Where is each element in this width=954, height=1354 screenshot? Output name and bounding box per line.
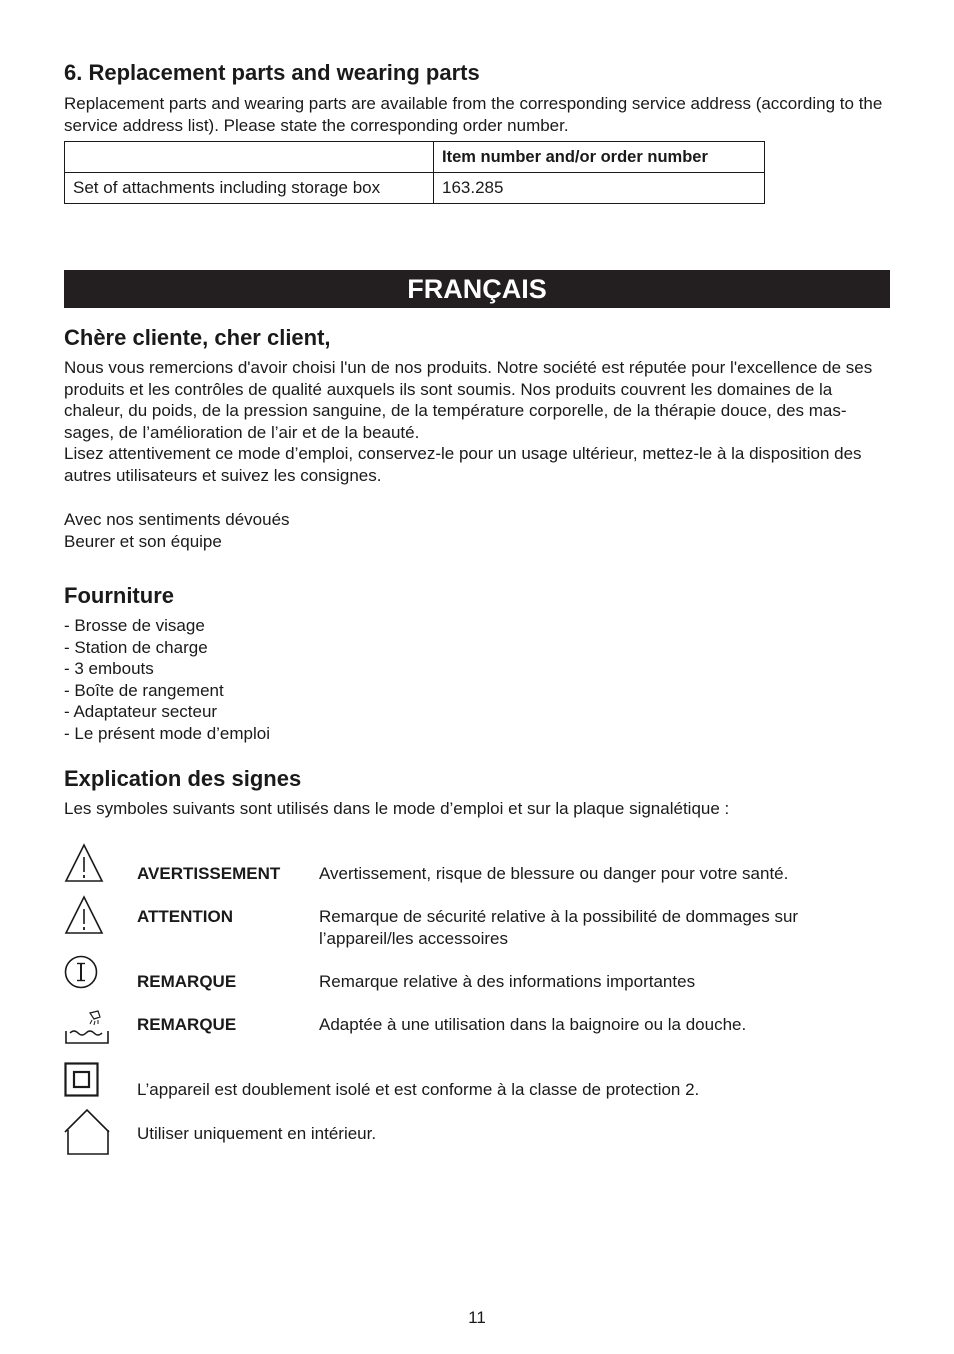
closing-block <box>64 509 290 552</box>
symbol-description: Utiliser uniquement en intérieur. <box>137 1124 377 1143</box>
table-header-cell: Item number and/or order number <box>434 142 765 173</box>
parts-table <box>64 141 765 204</box>
replacement-parts-text: Replacement parts and wearing parts are available from the corresponding service address (according to the service address list). Please state the corresponding order number. <box>64 94 883 135</box>
greeting-title: Chère cliente, cher client, <box>64 325 331 350</box>
table-header-row <box>65 142 765 173</box>
greeting-paragraph: Nous vous remercions d'avoir choisi l'un de nos produits. Notre société est réputée pour l'excellence de ses produits et les contrôles de qualité auxquels ils sont soumis. Nos produits couvrent les domaines de la chaleur, du poids, de la pression sanguine, de la température corporelle, de la thérapie douce, des mas-sages, de l’amélioration de l’air et de la beauté. <box>64 358 873 442</box>
closing-line: Beurer et son équipe <box>64 531 222 551</box>
closing-line: Avec nos sentiments dévoués <box>64 510 290 529</box>
list-item: - Station de charge <box>64 637 208 657</box>
symbol-label: ATTENTION <box>137 907 234 926</box>
fourniture-list <box>64 615 270 745</box>
list-item: - Brosse de visage <box>64 616 205 635</box>
double-insulation-icon <box>64 1062 99 1097</box>
symbol-label: REMARQUE <box>137 1015 237 1034</box>
list-item: - Le présent mode d’emploi <box>64 723 271 743</box>
symbol-description: Remarque de sécurité relative à la possibilité de dommages sur l’appareil/les accessoires <box>319 907 799 948</box>
explication-text: Les symboles suivants sont utilisés dans le mode d’emploi et sur la plaque signalétique : <box>64 799 730 818</box>
symbol-description: Remarque relative à des informations importantes <box>319 972 696 991</box>
info-icon <box>64 955 98 989</box>
list-item: - Boîte de rangement <box>64 680 224 700</box>
language-banner: FRANÇAIS <box>64 270 890 308</box>
table-cell: Set of attachments including storage box <box>65 173 434 204</box>
greeting-text <box>64 357 894 487</box>
table-header-cell <box>65 142 434 173</box>
table-cell: 163.285 <box>434 173 765 204</box>
symbol-description: Adaptée à une utilisation dans la baignoire ou la douche. <box>319 1015 747 1034</box>
warning-triangle-icon <box>64 843 104 883</box>
page-number: 11 <box>468 1308 486 1327</box>
greeting-paragraph: Lisez attentivement ce mode d’emploi, conservez-le pour un usage ultérieur, mettez-le à la disposition des autres utilisateurs et suivez les consignes. <box>64 444 862 485</box>
explication-title: Explication des signes <box>64 766 302 791</box>
symbol-description: Avertissement, risque de blessure ou danger pour votre santé. <box>319 864 789 883</box>
indoor-house-icon <box>64 1108 110 1156</box>
symbol-label: AVERTISSEMENT <box>137 864 281 883</box>
table-row <box>65 173 765 204</box>
warning-triangle-icon <box>64 895 104 935</box>
list-item: - 3 embouts <box>64 659 154 679</box>
symbol-label: REMARQUE <box>137 972 237 991</box>
shower-bath-icon <box>64 1009 110 1045</box>
list-item: - Adaptateur secteur <box>64 702 218 722</box>
section-title-replacement-parts: 6. Replacement parts and wearing parts <box>64 60 480 85</box>
symbol-description: L’appareil est doublement isolé et est conforme à la classe de protection 2. <box>137 1080 700 1099</box>
fourniture-title: Fourniture <box>64 583 174 608</box>
